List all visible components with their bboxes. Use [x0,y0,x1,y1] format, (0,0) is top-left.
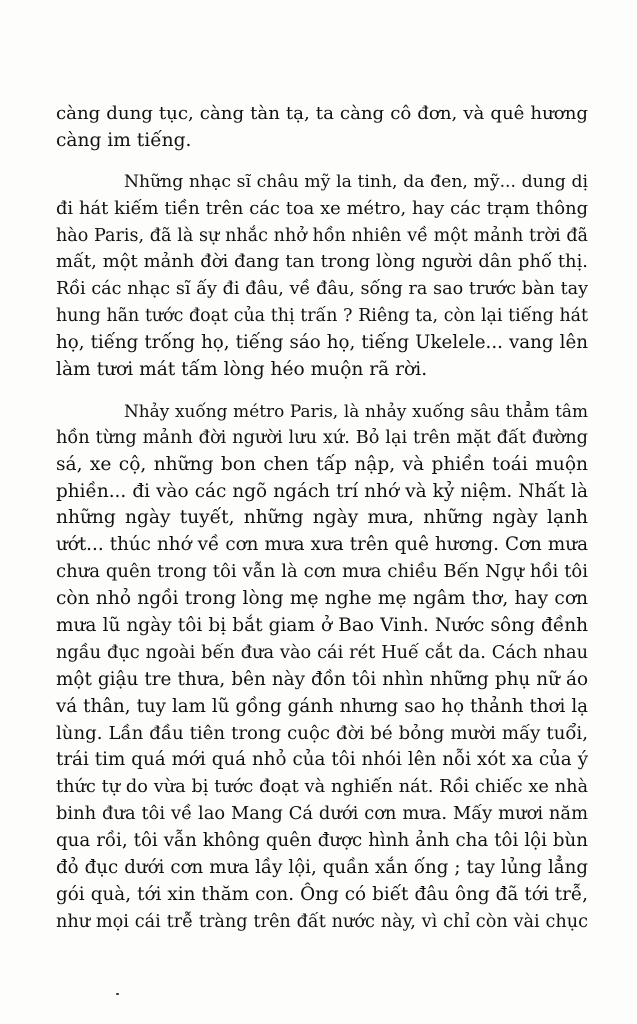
paragraph-2 [56,169,588,384]
text-line: lùng. Lần đầu tiên trong cuộc đời bé bỏng mười mấy tuổi, [56,722,588,744]
text-line: trái tim quá mới quá nhỏ của tôi nhói lên nỗi xót xa của ý [56,749,588,771]
text-line: đi hát kiếm tiền trên các toa xe métro, hay các trạm thông [56,197,588,219]
text-line: Nhảy xuống métro Paris, là nhảy xuống sâu thẳm tâm [124,400,588,421]
text-line: vá thân, tuy lam lũ gồng gánh nhưng sao họ thảnh thơi lạ [56,695,588,717]
scan-speck [116,993,119,995]
paragraph-3 [56,398,588,936]
text-line: sá, xe cộ, những bon chen tấp nập, và phiền toái muộn [56,453,588,475]
text-line: mất, một mảnh đời đang tan trong lòng người dân phố thị. [56,251,588,273]
text-line: càng dung tục, càng tàn tạ, ta càng cô đơn, và quê hương [56,103,588,124]
text-line: Rồi các nhạc sĩ ấy đi đâu, về đâu, sống ra sao trước bàn tay [56,279,588,300]
text-line: binh đưa tôi về lao Mang Cá dưới cơn mưa. Mấy mươi năm [56,803,588,825]
paragraph-1 [56,101,588,155]
text-line: càng im tiếng. [56,129,192,151]
text-line: hào Paris, đã là sự nhắc nhở hồn nhiên về một mảnh trời đã [56,225,588,246]
text-line: như mọi cái trễ tràng trên đất nước này, vì chỉ còn vài chục [56,911,588,932]
text-line: chưa quên trong tôi vẫn là cơn mưa chiều Bến Ngự hồi tôi [56,561,588,583]
text-line: làm tươi mát tấm lòng héo muộn rã rời. [56,359,428,381]
text-line: hung hãn tước đoạt của thị trấn ? Riêng ta, còn lại tiếng hát [56,306,588,327]
text-line: còn nhỏ ngồi trong lòng mẹ nghe mẹ ngâm thơ, hay cơn [56,588,588,610]
text-line: ướt... thúc nhớ về cơn mưa xưa trên quê hương. Cơn mưa [56,534,588,556]
text-line: hồn từng mảnh đời người lưu xứ. Bỏ lại trên mặt đất đường [56,427,588,448]
page-text [56,101,588,950]
text-line: một giậu tre thưa, bên này đồn tôi nhìn những phụ nữ áo [56,668,588,690]
text-line: Những nhạc sĩ châu mỹ la tinh, da đen, mỹ... dung dị [124,171,588,192]
text-line: họ, tiếng trống họ, tiếng sáo họ, tiếng Ukelele... vang lên [56,332,588,354]
text-line: qua rồi, tôi vẫn không quên được hình ảnh cha tôi lội bùn [56,830,588,852]
text-line: mưa lũ ngày tôi bị bắt giam ở Bao Vinh. Nước sông đềnh [56,615,588,637]
text-line: những ngày tuyết, những ngày mưa, những ngày lạnh [56,507,588,529]
text-line: đỏ đục dưới cơn mưa lầy lội, quần xắn ống ; tay lủng lẳng [56,857,588,879]
text-line: ngầu đục ngoài bến đưa vào cái rét Huế cắt da. Cách nhau [56,642,588,663]
text-line: thức tự do vừa bị tước đoạt và nghiến nát. Rồi chiếc xe nhà [56,777,588,798]
text-line: gói quà, tới xin thăm con. Ông có biết đâu ông đã tới trễ, [56,883,588,905]
text-line: phiền... đi vào các ngõ ngách trí nhớ và kỷ niệm. Nhất là [56,480,588,502]
